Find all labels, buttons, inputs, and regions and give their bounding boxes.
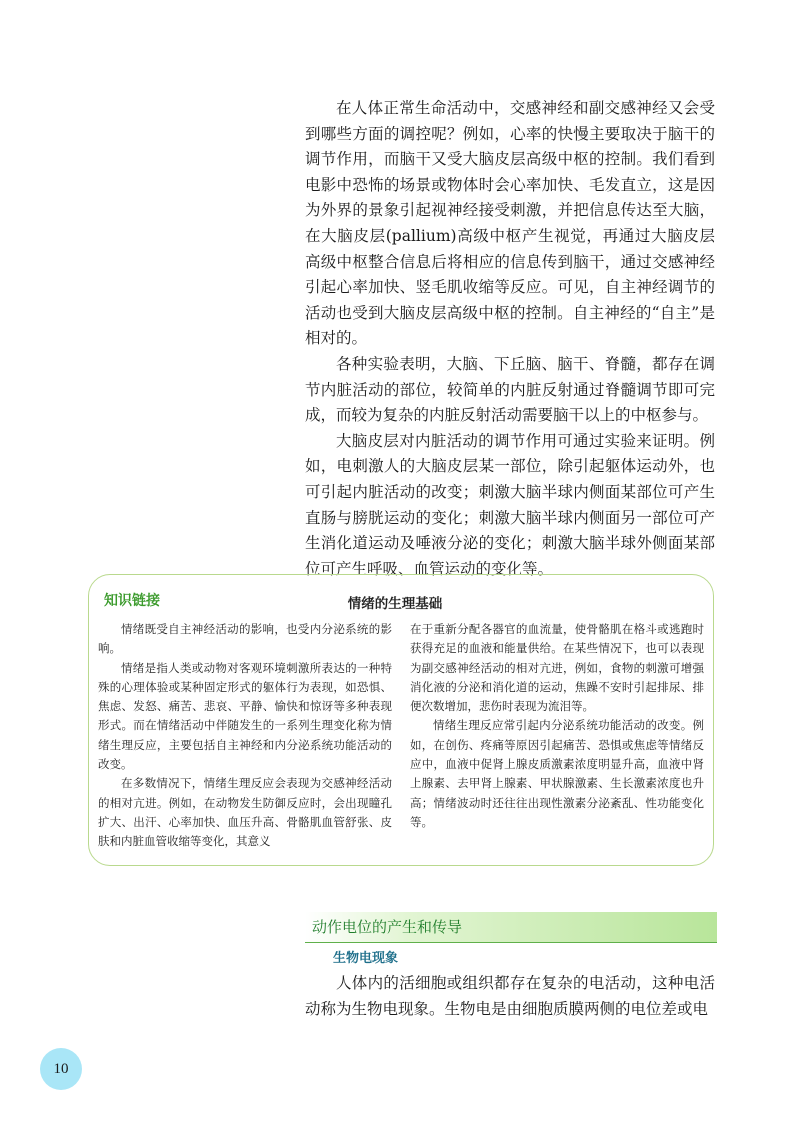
subheading: 生物电现象 bbox=[333, 951, 399, 966]
paragraph: 人体内的活细胞或组织都存在复杂的电活动，这种电活动称为生物电现象。生物电是由细胞质膜两侧的电位差或电 bbox=[305, 974, 715, 1018]
section-body-text bbox=[305, 971, 715, 1022]
paragraph: 情绪是指人类或动物对客观环境刺激所表达的一种特殊的心理体验或某种固定形式的躯体行为表现，如恐惧、焦虑、发怒、痛苦、悲哀、平静、愉快和惊讶等多种表现形式。而在情绪活动中伴随发生的一系列生理变化称为情绪生理反应，主要包括自主神经和内分泌系统功能活动的改变。 bbox=[98, 660, 392, 772]
paragraph-continuation: 在于重新分配各器官的血流量，使骨骼肌在格斗或逃跑时获得充足的血液和能量供给。在某些情况下，也可以表现为副交感神经活动的相对亢进，例如，食物的刺激可增强消化液的分泌和消化道的运动，焦躁不安时引起排尿、排便次数增加，悲伤时表现为流泪等。 bbox=[410, 622, 704, 714]
paragraph: 在多数情况下，情绪生理反应会表现为交感神经活动的相对亢进。例如，在动物发生防御反应时，会出现瞳孔扩大、出汗、心率加快、血压升高、骨骼肌血管舒张、皮肤和内脏血管收缩等变化，其意义 bbox=[98, 776, 392, 849]
main-body-text bbox=[305, 96, 715, 582]
section-title: 动作电位的产生和传导 bbox=[312, 918, 463, 936]
knowledge-box-left-column bbox=[98, 620, 392, 852]
paragraph: 大脑皮层对内脏活动的调节作用可通过实验来证明。例如，电刺激人的大脑皮层某一部位，除引起躯体运动外，也可引起内脏活动的改变；刺激大脑半球内侧面某部位可产生直肠与膀胱运动的变化；刺激大脑半球内侧面另一部位可产生消化道运动及唾液分泌的变化；刺激大脑半球外侧面某部位可产生呼吸、血管运动的变化等。 bbox=[305, 431, 715, 578]
paragraph: 在人体正常生命活动中，交感神经和副交感神经又会受到哪些方面的调控呢？例如，心率的快慢主要取决于脑干的调节作用，而脑干又受大脑皮层高级中枢的控制。我们看到电影中恐怖的场景或物体时会心率加快、毛发直立，这是因为外界的景象引起视神经接受刺激，并把信息传达至大脑，在大脑皮层(pallium)高级中枢产生视觉，再通过大脑皮层高级中枢整合信息后将相应的信息传到脑干，通过交感神经引起心率加快、竖毛肌收缩等反应。可见，自主神经调节的活动也受到大脑皮层高级中枢的控制。自主神经的“自主”是相对的。 bbox=[305, 99, 715, 348]
knowledge-link-tag: 知识链接 bbox=[104, 593, 160, 609]
knowledge-box-title: 情绪的生理基础 bbox=[347, 596, 443, 612]
knowledge-box-right-column bbox=[410, 620, 704, 832]
paragraph: 各种实验表明，大脑、下丘脑、脑干、脊髓，都存在调节内脏活动的部位，较简单的内脏反射通过脊髓调节即可完成，而较为复杂的内脏反射活动需要脑干以上的中枢参与。 bbox=[305, 354, 715, 425]
paragraph: 情绪生理反应常引起内分泌系统功能活动的改变。例如，在创伤、疼痛等原因引起痛苦、恐惧或焦虑等情绪反应中，血液中促肾上腺皮质激素浓度明显升高，血液中肾上腺素、去甲肾上腺素、甲状腺激素、生长激素浓度也升高；情绪波动时还往往出现性激素分泌紊乱、性功能变化等。 bbox=[410, 718, 704, 829]
paragraph: 情绪既受自主神经活动的影响，也受内分泌系统的影响。 bbox=[98, 622, 392, 656]
page-number-badge: 10 bbox=[40, 1048, 82, 1090]
